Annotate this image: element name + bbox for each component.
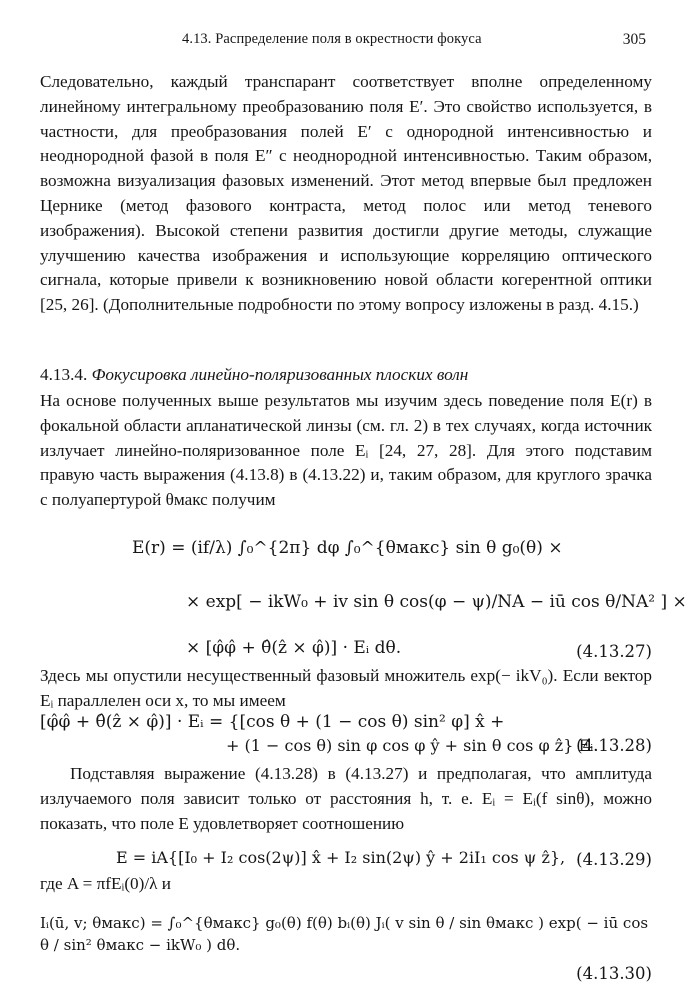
running-header: 4.13. Распределение поля в окрестности фокуса [182, 31, 482, 47]
paragraph-definition-A: где A = πfEᵢ(0)/λ и [40, 874, 171, 893]
equation-4-13-29: E = iA{[I₀ + I₂ cos(2ψ)] x̂ + I₂ sin(2ψ) ŷ + 2iI₁ cos ψ ẑ}, [116, 848, 566, 867]
equation-number-4-13-29: (4.13.29) [576, 850, 652, 869]
equation-4-13-27-line-3: × [φ̂φ̂ + θ̂(ẑ × φ̂)] · Eᵢ dθ. [186, 638, 402, 658]
equation-4-13-27-line-2: × exp[ − ikW₀ + iv sin θ cos(φ − ψ)/NA − iū cos θ/NA² ] × [186, 592, 687, 612]
paragraph-phase-factor: Здесь мы опустили несущественный фазовый множитель exp(− ikV₀). Если вектор Eᵢ параллелен оси x, то мы имеем [40, 666, 652, 710]
equation-4-13-30: Iᵢ(ū, v; θмакс) = ∫₀^{θмакс} g₀(θ) f(θ) bᵢ(θ) Jᵢ( v sin θ / sin θмакс ) exp( − iū cos θ / sin² θмакс − ikW₀ ) dθ. [40, 914, 649, 954]
equation-number-4-13-30: (4.13.30) [576, 964, 652, 983]
paragraph-substitution: Подставляя выражение (4.13.28) в (4.13.27) и предполагая, что амплитуда излучаемого поля зависит только от расстояния h, т. е. Eᵢ = Eᵢ(f sinθ), можно показать, что поле E удовлетворяет соотношению [40, 764, 652, 833]
section-title: Фокусировка линейно-поляризованных плоских волн [91, 365, 469, 384]
equation-4-13-28-line-1: [φ̂φ̂ + θ̂(ẑ × φ̂)] · Eᵢ = {[cos θ + (1 − cos θ) sin² φ] x̂ + [40, 712, 505, 732]
section-number: 4.13.4. [40, 365, 88, 384]
equation-number-4-13-27: (4.13.27) [576, 642, 652, 661]
equation-4-13-28-line-2: + (1 − cos θ) sin φ cos φ ŷ + sin θ cos φ ẑ} Eᵢ. [226, 736, 599, 755]
section-heading [40, 365, 468, 385]
page-number: 305 [622, 31, 646, 48]
paragraph-transparency: Следовательно, каждый транспарант соответствует вполне определенному линейному интегральному преобразованию поля E′. Это свойство используется, в частности, для преобразования полей E′ с однородной интенсивностью и неоднородной фазой в поля E″ с неоднородной интенсивностью. Таким образом, возможна визуализация фазовых изменений. Этот метод впервые был предложен Цернике (метод фазового контраста, метод полос или метод теневого изображения). Высокой степени развития достигли другие методы, служащие улучшению качества изображения и использующие корреляцию оптического сигнала, которые привели к возникновению новой области когерентной оптики [25, 26]. (Дополнительные подробности по этому вопросу изложены в разд. 4.15.) [40, 72, 652, 315]
equation-number-4-13-28: (4.13.28) [576, 736, 652, 755]
equation-4-13-27-line-1: E(r) = (if/λ) ∫₀^{2π} dφ ∫₀^{θмакс} sin θ g₀(θ) × [132, 538, 563, 558]
paragraph-focusing-intro: На основе полученных выше результатов мы изучим здесь поведение поля E(r) в фокальной области апланатической линзы (см. гл. 2) в тех случаях, когда источник излучает линейно-поляризованное поле Eᵢ [24, 27, 28]. Для этого подставим правую часть выражения (4.13.8) в (4.13.22) и, таким образом, для круглого зрачка с полуапертурой θмакс получим [40, 391, 652, 510]
